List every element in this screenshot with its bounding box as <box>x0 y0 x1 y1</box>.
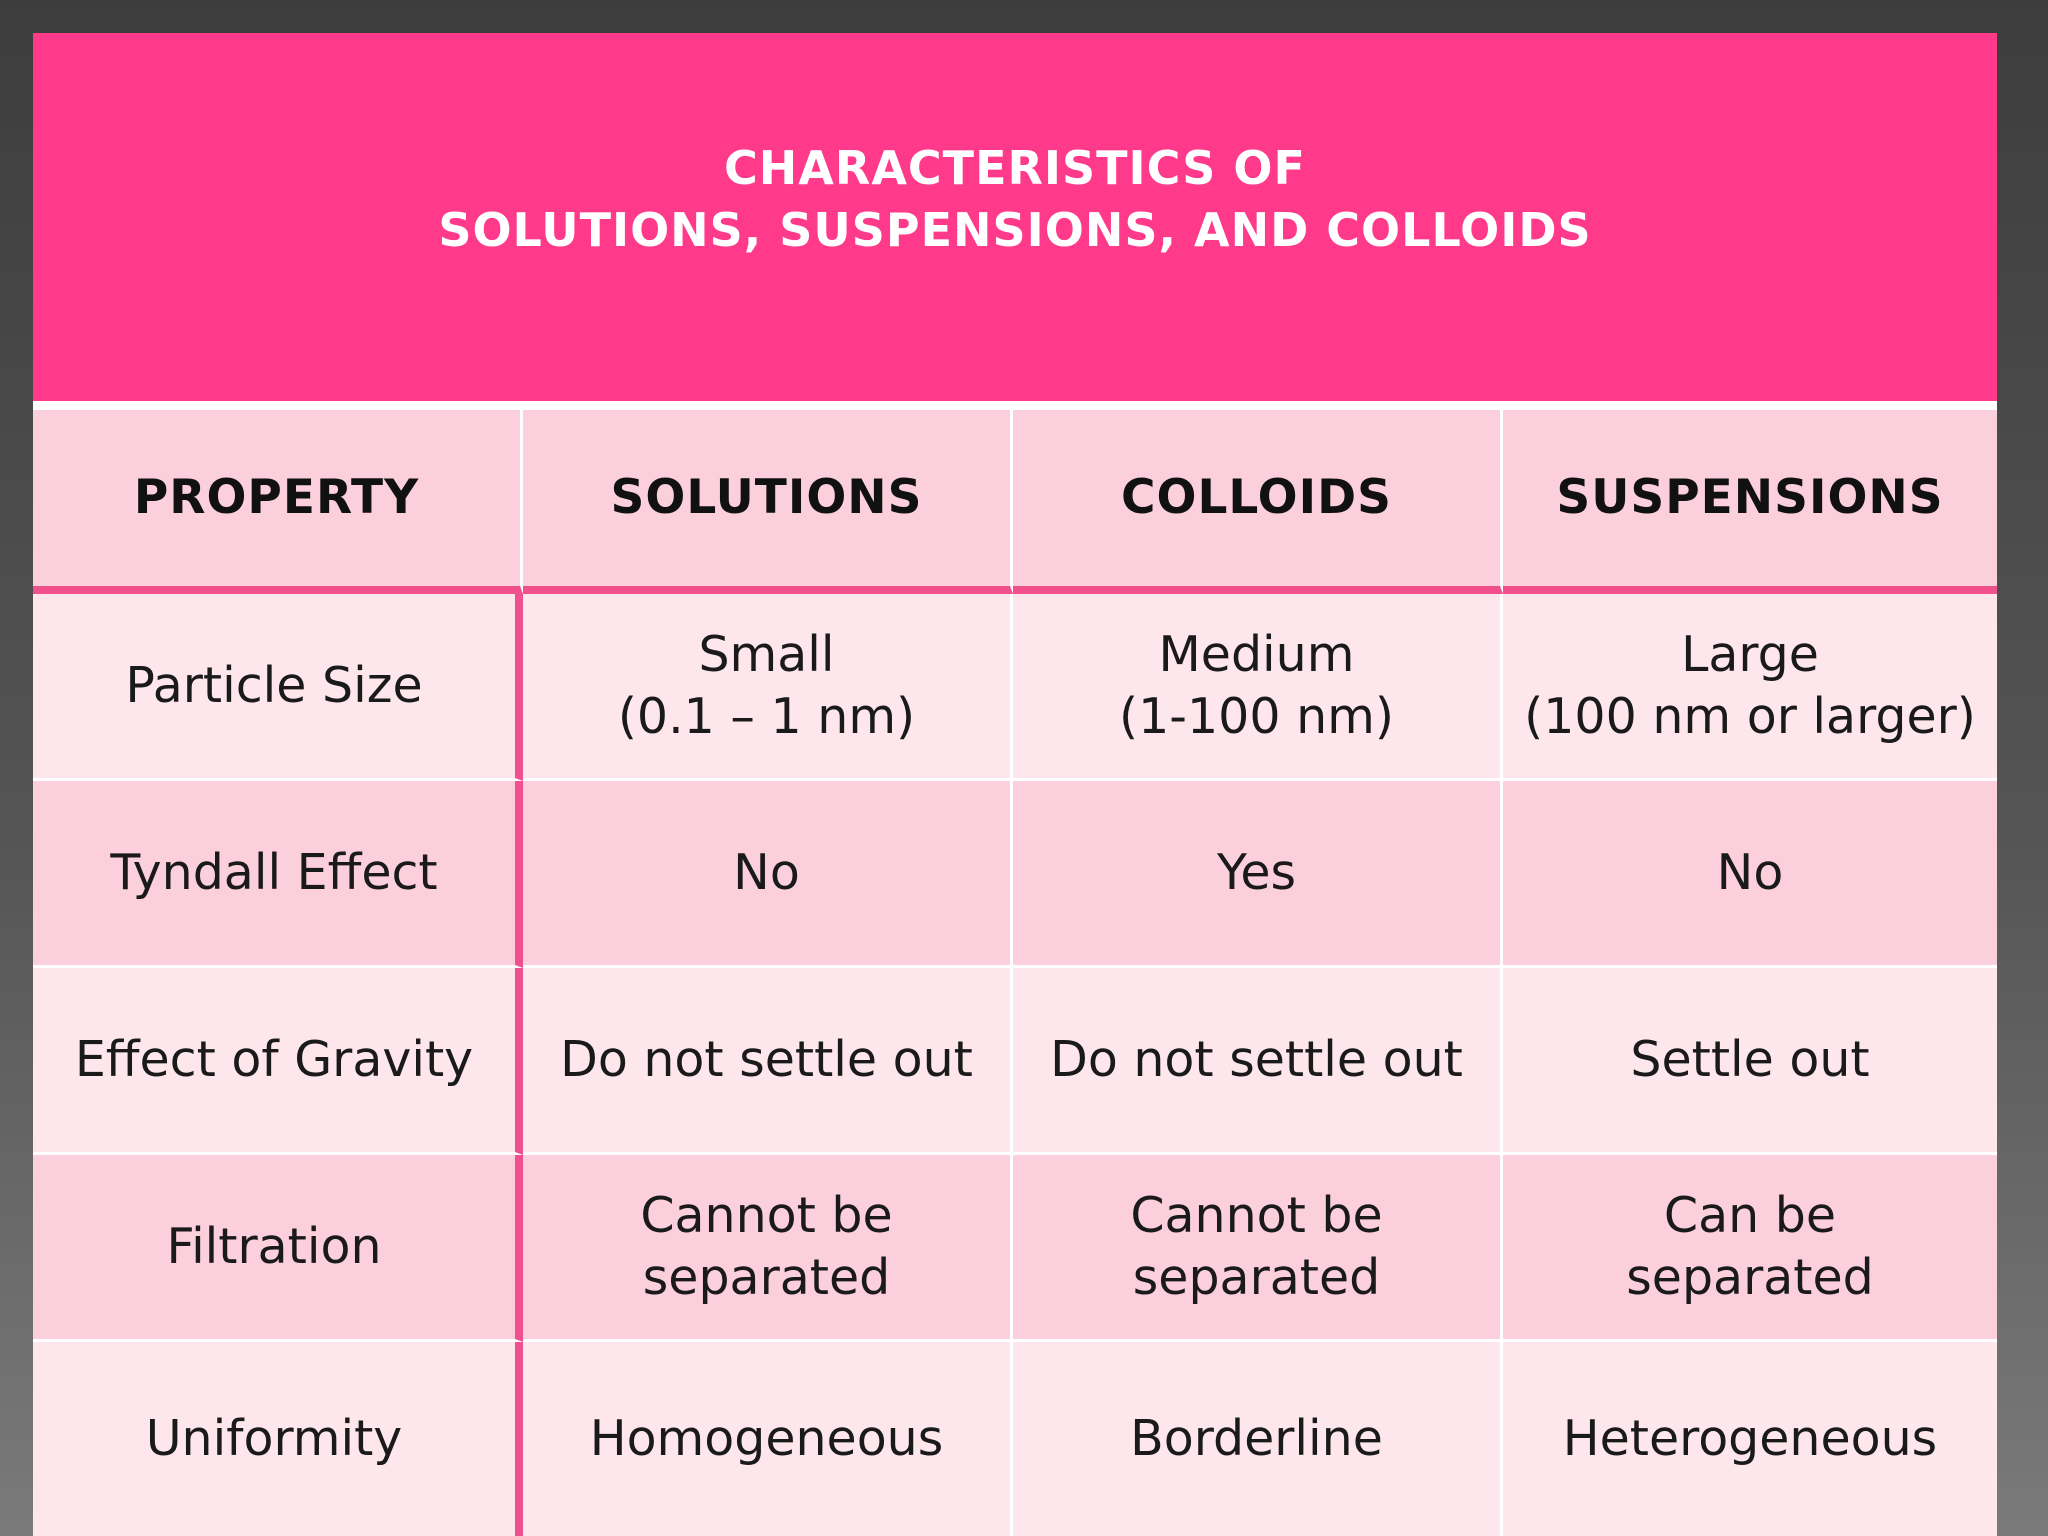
row-gravity-suspensions: Settle out <box>1503 968 1997 1155</box>
row-particle-size-property: Particle Size <box>33 594 523 781</box>
row-gravity-colloids: Do not settle out <box>1013 968 1503 1155</box>
row-tyndall-effect-property: Tyndall Effect <box>33 781 523 968</box>
header-solutions: SOLUTIONS <box>523 410 1013 594</box>
title-bar <box>33 33 1997 401</box>
row-filtration-property: Filtration <box>33 1155 523 1342</box>
header-property: PROPERTY <box>33 410 523 594</box>
slide-title-line-1: CHARACTERISTICS OF <box>724 141 1306 195</box>
header-suspensions: SUSPENSIONS <box>1503 410 1997 594</box>
row-tyndall-effect-colloids: Yes <box>1013 781 1503 968</box>
row-uniformity-solutions: Homogeneous <box>523 1342 1013 1536</box>
row-particle-size-suspensions: Large (100 nm or larger) <box>1503 594 1997 781</box>
row-filtration-solutions: Cannot be separated <box>523 1155 1013 1342</box>
row-gravity-property: Effect of Gravity <box>33 968 523 1155</box>
row-uniformity-colloids: Borderline <box>1013 1342 1503 1536</box>
row-filtration-colloids: Cannot be separated <box>1013 1155 1503 1342</box>
row-gravity-solutions: Do not settle out <box>523 968 1013 1155</box>
row-filtration-suspensions: Can be separated <box>1503 1155 1997 1342</box>
slide-title-line-2: SOLUTIONS, SUSPENSIONS, AND COLLOIDS <box>438 203 1592 257</box>
row-uniformity-property: Uniformity <box>33 1342 523 1536</box>
row-particle-size-solutions: Small (0.1 – 1 nm) <box>523 594 1013 781</box>
slide <box>33 33 1997 1536</box>
characteristics-table <box>33 410 1997 1536</box>
row-tyndall-effect-suspensions: No <box>1503 781 1997 968</box>
header-colloids: COLLOIDS <box>1013 410 1503 594</box>
row-particle-size-colloids: Medium (1-100 nm) <box>1013 594 1503 781</box>
row-uniformity-suspensions: Heterogeneous <box>1503 1342 1997 1536</box>
row-tyndall-effect-solutions: No <box>523 781 1013 968</box>
